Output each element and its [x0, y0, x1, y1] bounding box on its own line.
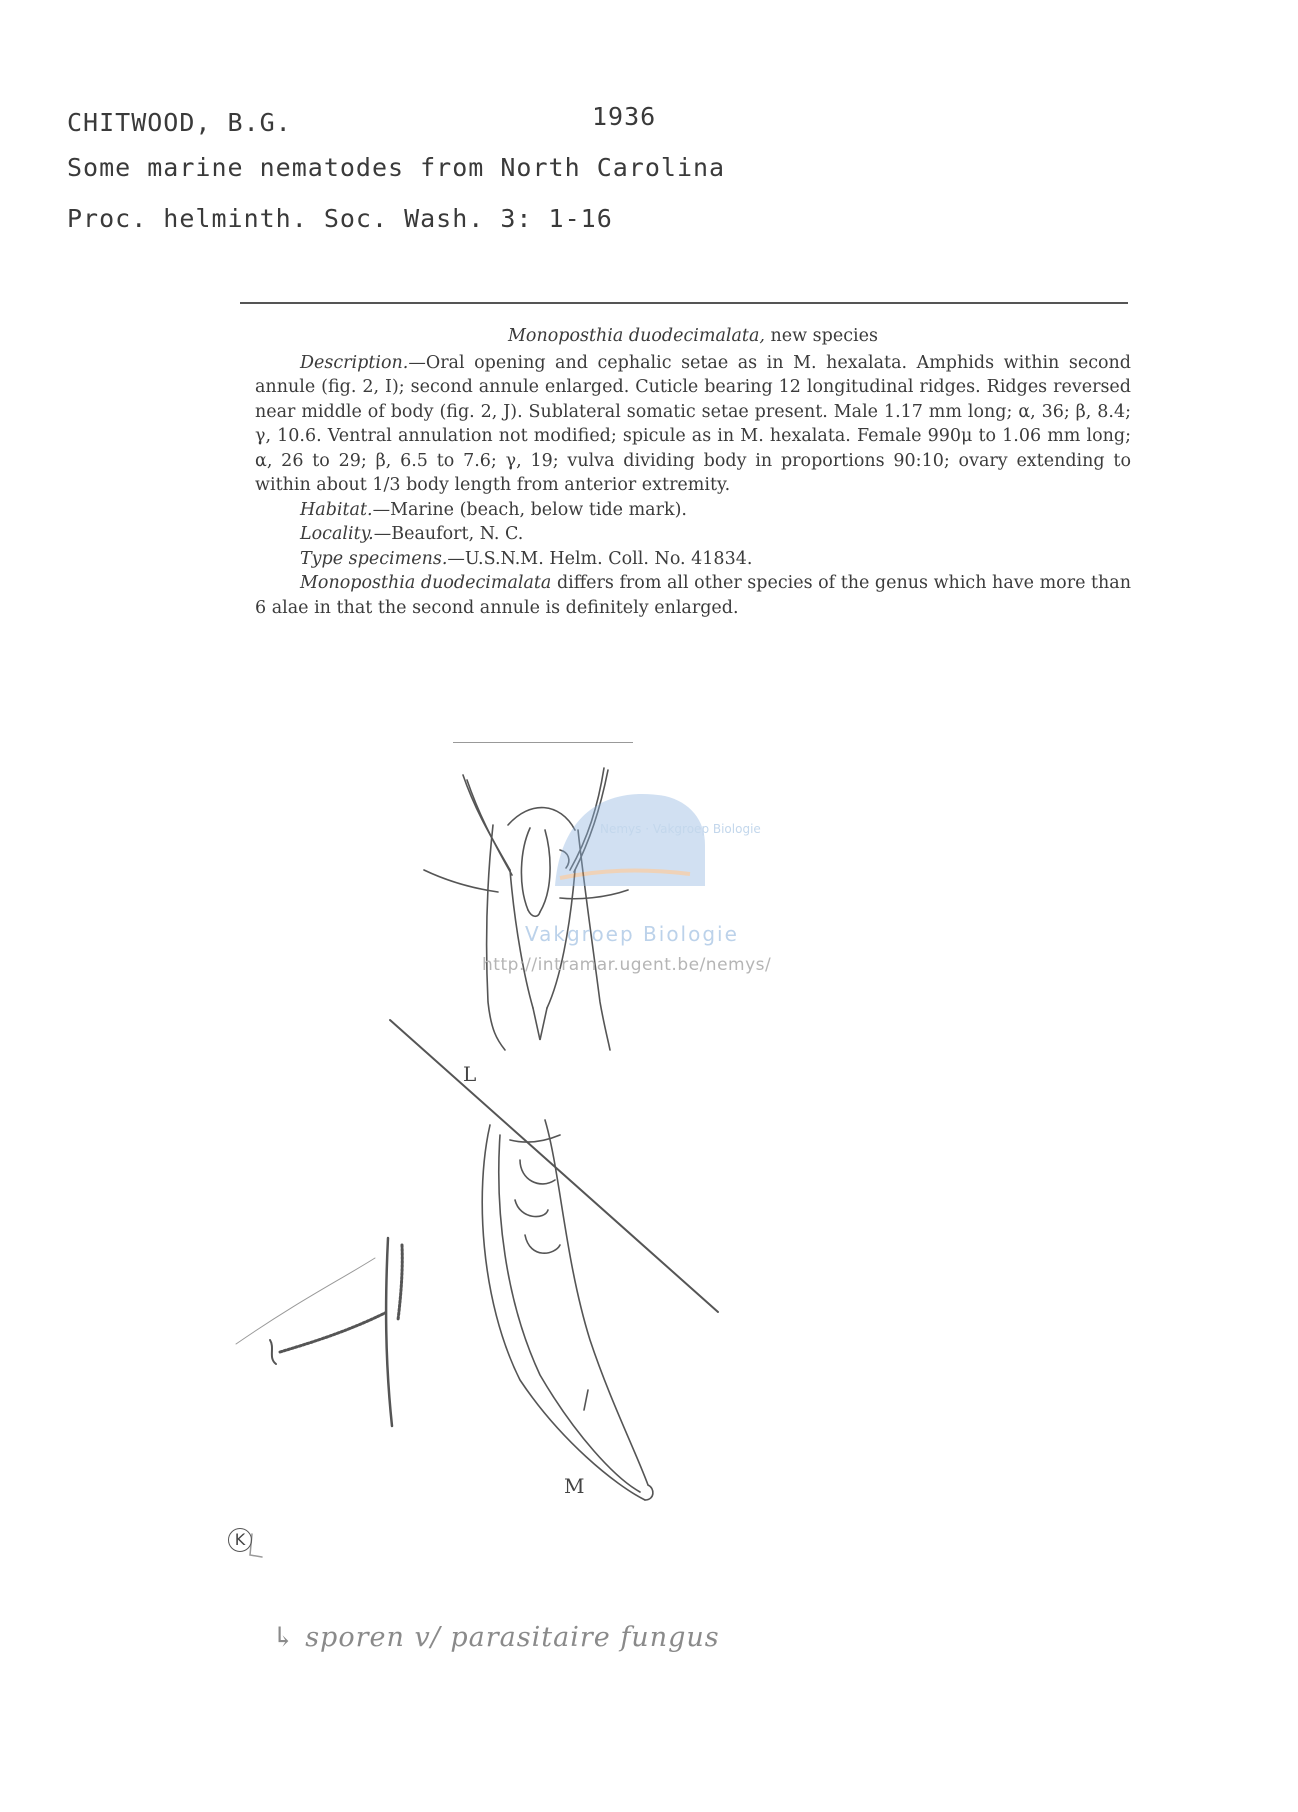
fungus-spore-sketch-k: [236, 1238, 402, 1557]
habitat-paragraph: [255, 498, 1131, 523]
description-text: —Oral opening and cephalic setae as in M. hexalata. Amphids within second annule (fig. 2, I); second annule enlarged. Cuticle bearing 12 longitudinal ridges. Ridges reversed near middle of body (fig. 2, J). Sublateral somatic setae present. Male 1.17 mm long; α, 36; β, 8.4; γ, 10.6. Ventral annulation not modified; spicule as in M. hexalata. Female 990μ to 1.06 mm long; α, 26 to 29; β, 6.5 to 7.6; γ, 19; vulva dividing body in proportions 90:10; ovary extending to within about 1/3 body length from anterior extremity.: [255, 352, 1131, 495]
differential-species: Monoposthia duodecimalata: [300, 573, 552, 593]
watermark-arc-text: Nemys · Vakgroep Biologie: [600, 822, 761, 836]
habitat-text: —Marine (beach, below tide mark).: [372, 499, 687, 520]
differential-text: differs from all other species of the genus which have more than 6 alae in that the second annule is definitely enlarged.: [255, 573, 1131, 618]
locality-text: —Beaufort, N. C.: [373, 524, 524, 544]
locality-label: Locality.: [300, 524, 374, 544]
figure-label-k: K: [228, 1528, 252, 1552]
differential-paragraph: [255, 571, 1131, 620]
species-status: new species: [764, 326, 878, 346]
figure-label-l: L: [463, 1062, 477, 1086]
habitat-label: Habitat.: [300, 499, 373, 520]
locality-paragraph: [255, 522, 1131, 547]
reference-title: Some marine nematodes from North Carolina: [67, 153, 726, 182]
type-specimens-label: Type specimens.: [300, 548, 448, 569]
species-description-excerpt: [255, 324, 1131, 620]
reference-author: CHITWOOD, B.G.: [67, 108, 292, 137]
figure-label-m: M: [564, 1474, 585, 1498]
reference-year: 1936: [592, 102, 657, 131]
watermark-title: Vakgroep Biologie: [525, 922, 739, 946]
description-paragraph: [255, 351, 1131, 498]
handwritten-note: ↳ sporen v/ parasitaire fungus: [272, 1622, 720, 1653]
description-label: Description.: [300, 352, 409, 373]
type-specimens-paragraph: [255, 547, 1131, 572]
watermark-graphic: [555, 794, 705, 886]
species-name: Monoposthia duodecimalata,: [508, 326, 765, 346]
type-specimens-text: —U.S.N.M. Helm. Coll. No. 41834.: [447, 548, 753, 569]
intersecting-line: [390, 1020, 718, 1312]
excerpt-top-rule: [240, 302, 1128, 304]
species-heading: [255, 324, 1131, 349]
watermark-url: http://intramar.ugent.be/nemys/: [482, 955, 772, 975]
reference-citation: Proc. helminth. Soc. Wash. 3: 1-16: [67, 204, 613, 233]
